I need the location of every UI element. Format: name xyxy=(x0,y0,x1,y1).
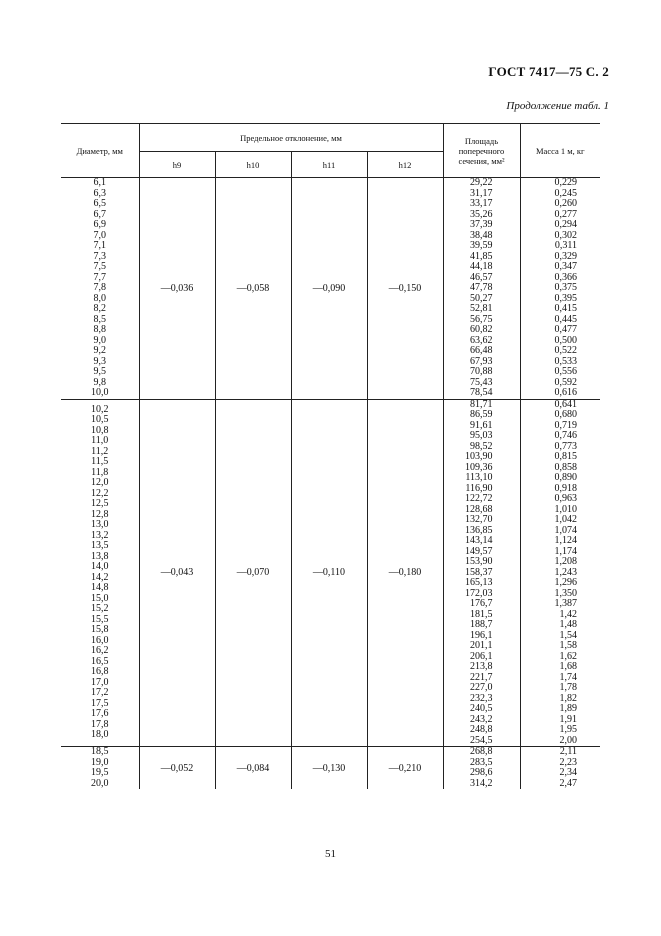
mass-value: 1,54 xyxy=(559,629,577,641)
diameter-value: 11,8 xyxy=(91,466,109,478)
mass-value: 0,746 xyxy=(554,430,577,441)
area-value: 37,39 xyxy=(470,219,493,230)
document-header-title: ГОСТ 7417—75 С. 2 xyxy=(488,64,609,79)
mass-value: 0,500 xyxy=(554,334,577,346)
mass-value: 0,556 xyxy=(554,366,577,377)
area-value: 109,36 xyxy=(465,461,493,473)
area-value: 201,1 xyxy=(470,640,493,651)
mass-value: 0,294 xyxy=(554,219,577,230)
diameter-value: 6,5 xyxy=(93,198,106,209)
deviation-h11-cell: —0,090 xyxy=(291,178,367,400)
area-value: 116,90 xyxy=(465,482,493,494)
mass-value: 1,074 xyxy=(554,524,577,536)
mass-value: 1,58 xyxy=(559,640,577,651)
mass-cell xyxy=(520,399,600,747)
area-value: 176,7 xyxy=(470,598,493,609)
area-value: 165,13 xyxy=(465,577,493,588)
diameter-value: 9,3 xyxy=(93,355,106,367)
mass-value: 0,773 xyxy=(554,440,577,452)
diameter-value: 12,5 xyxy=(91,498,109,510)
column-header-area xyxy=(443,124,520,178)
diameter-value: 6,7 xyxy=(93,208,106,220)
diameter-value: 8,8 xyxy=(93,324,106,335)
area-value: 56,75 xyxy=(470,313,493,325)
area-value: 81,71 xyxy=(470,398,493,410)
area-value: 33,17 xyxy=(470,198,493,209)
area-value: 243,2 xyxy=(470,713,493,725)
mass-value: 1,42 xyxy=(559,608,577,620)
mass-value: 1,010 xyxy=(554,503,577,515)
mass-value: 1,78 xyxy=(559,682,577,693)
diameter-value: 19,0 xyxy=(91,756,109,768)
mass-value: 1,62 xyxy=(559,650,577,662)
deviation-h9-cell: —0,036 xyxy=(139,178,215,400)
area-value: 314,2 xyxy=(470,777,493,789)
column-header-mass: Масса 1 м, кг xyxy=(520,124,600,178)
mass-value: 1,95 xyxy=(559,724,577,735)
diameter-value: 15,5 xyxy=(91,613,109,625)
mass-value: 0,963 xyxy=(554,493,577,504)
mass-value: 0,347 xyxy=(554,261,577,272)
diameter-value: 16,2 xyxy=(91,645,109,657)
column-header-h12: h12 xyxy=(367,152,443,178)
mass-value: 1,82 xyxy=(559,692,577,704)
diameter-value: 14,2 xyxy=(91,571,109,583)
area-value: 283,5 xyxy=(470,756,493,768)
mass-value: 0,477 xyxy=(554,324,577,335)
diameter-value: 12,8 xyxy=(91,508,109,520)
mass-cell xyxy=(520,747,600,790)
diameter-value: 17,5 xyxy=(91,697,109,709)
area-value: 78,54 xyxy=(470,387,493,398)
mass-value: 2,34 xyxy=(559,767,577,778)
area-value: 248,8 xyxy=(470,724,493,735)
deviation-h9-cell: —0,052 xyxy=(139,747,215,790)
mass-value: 0,918 xyxy=(554,482,577,494)
area-value: 181,5 xyxy=(470,608,493,620)
mass-value: 2,11 xyxy=(559,746,577,757)
table-body xyxy=(61,178,600,790)
area-value: 98,52 xyxy=(470,440,493,452)
mass-value: 1,48 xyxy=(559,619,577,630)
mass-value: 2,23 xyxy=(559,756,577,768)
area-value: 50,27 xyxy=(470,292,493,304)
area-value: 268,8 xyxy=(470,746,493,757)
diameter-value: 19,5 xyxy=(91,767,109,778)
mass-value: 1,296 xyxy=(554,577,577,588)
diameter-value: 16,0 xyxy=(91,634,109,646)
diameter-value: 13,8 xyxy=(91,550,109,562)
mass-value: 0,395 xyxy=(554,292,577,304)
area-value: 35,26 xyxy=(470,208,493,220)
mass-value: 0,592 xyxy=(554,376,577,388)
deviation-h11-cell: —0,110 xyxy=(291,399,367,747)
area-value: 46,57 xyxy=(470,271,493,283)
deviation-h11-cell: —0,130 xyxy=(291,747,367,790)
mass-value: 0,311 xyxy=(554,240,577,251)
mass-value: 1,174 xyxy=(554,545,577,557)
mass-value: 0,445 xyxy=(554,313,577,325)
area-value: 132,70 xyxy=(465,514,493,525)
area-value: 38,48 xyxy=(470,229,493,241)
area-value: 47,78 xyxy=(470,282,493,293)
area-cell xyxy=(443,178,520,400)
mass-value: 1,208 xyxy=(554,556,577,567)
deviation-h9-cell: —0,043 xyxy=(139,399,215,747)
area-value: 39,59 xyxy=(470,240,493,251)
diameter-value: 6,1 xyxy=(93,177,106,188)
mass-value: 0,680 xyxy=(554,409,577,420)
area-value: 29,22 xyxy=(470,177,493,188)
area-value: 31,17 xyxy=(470,187,493,199)
mass-value: 0,616 xyxy=(554,387,577,398)
area-value: 52,81 xyxy=(470,303,493,314)
diameter-value: 18,0 xyxy=(91,729,109,741)
mass-value: 1,243 xyxy=(554,566,577,578)
diameter-value: 7,0 xyxy=(93,229,106,241)
mass-value: 0,719 xyxy=(554,419,577,431)
area-value: 63,62 xyxy=(470,334,493,346)
diameter-value: 17,0 xyxy=(91,676,109,688)
diameter-value: 14,8 xyxy=(91,582,109,594)
mass-value: 1,68 xyxy=(559,661,577,672)
area-value: 44,18 xyxy=(470,261,493,272)
area-value: 103,90 xyxy=(465,451,493,462)
mass-value: 0,522 xyxy=(554,345,577,356)
area-value: 113,10 xyxy=(465,472,493,483)
diameter-value: 6,9 xyxy=(93,219,106,230)
diameter-value: 16,8 xyxy=(91,666,109,678)
area-value: 41,85 xyxy=(470,250,493,262)
diameter-value: 10,8 xyxy=(91,424,109,436)
mass-value: 0,260 xyxy=(554,198,577,209)
mass-value: 1,042 xyxy=(554,514,577,525)
diameter-value: 17,2 xyxy=(91,687,109,699)
diameter-value: 9,0 xyxy=(93,334,106,346)
mass-value: 1,74 xyxy=(559,671,577,683)
column-header-h11: h11 xyxy=(291,152,367,178)
area-value: 254,5 xyxy=(470,734,493,746)
area-value: 213,8 xyxy=(470,661,493,672)
area-value: 86,59 xyxy=(470,409,493,420)
area-cell xyxy=(443,399,520,747)
area-value: 240,5 xyxy=(470,703,493,714)
area-value: 153,90 xyxy=(465,556,493,567)
diameter-value: 12,0 xyxy=(91,477,109,489)
area-value: 67,93 xyxy=(470,355,493,367)
diameter-value: 20,0 xyxy=(91,777,109,789)
deviation-h10-cell: —0,084 xyxy=(215,747,291,790)
mass-value: 0,302 xyxy=(554,229,577,241)
area-value: 172,03 xyxy=(465,587,493,599)
deviation-h10-cell: —0,058 xyxy=(215,178,291,400)
mass-value: 1,89 xyxy=(559,703,577,714)
diameter-value: 10,2 xyxy=(91,403,109,415)
table-row-group xyxy=(61,178,600,400)
mass-value: 0,329 xyxy=(554,250,577,262)
diameter-value: 15,0 xyxy=(91,592,109,604)
diameter-value: 7,1 xyxy=(93,240,106,251)
area-value: 188,7 xyxy=(470,619,493,630)
mass-value: 0,890 xyxy=(554,472,577,483)
diameter-value: 12,2 xyxy=(91,487,109,499)
area-value: 158,37 xyxy=(465,566,493,578)
area-value: 75,43 xyxy=(470,376,493,388)
data-table xyxy=(61,123,600,789)
column-header-diameter: Диаметр, мм xyxy=(61,124,139,178)
deviation-h12-cell: —0,150 xyxy=(367,178,443,400)
diameter-value: 18,5 xyxy=(91,746,109,757)
diameter-value: 15,8 xyxy=(91,624,109,636)
diameter-value: 8,5 xyxy=(93,313,106,325)
area-cell xyxy=(443,747,520,790)
diameter-value: 7,8 xyxy=(93,282,106,293)
diameter-value: 9,8 xyxy=(93,376,106,388)
column-header-deviation: Предельное отклонение, мм xyxy=(139,124,443,152)
diameter-value: 7,7 xyxy=(93,271,106,283)
diameter-value: 17,8 xyxy=(91,718,109,730)
area-value: 298,6 xyxy=(470,767,493,778)
table-row-group xyxy=(61,399,600,747)
mass-value: 0,277 xyxy=(554,208,577,220)
diameter-value: 10,5 xyxy=(91,414,109,426)
mass-value: 0,815 xyxy=(554,451,577,462)
mass-value: 0,641 xyxy=(554,398,577,410)
diameter-value: 7,5 xyxy=(93,261,106,272)
mass-value: 0,533 xyxy=(554,355,577,367)
column-header-h9: h9 xyxy=(139,152,215,178)
diameter-value: 7,3 xyxy=(93,250,106,262)
area-value: 122,72 xyxy=(465,493,493,504)
area-value: 136,85 xyxy=(465,524,493,536)
diameter-value: 8,0 xyxy=(93,292,106,304)
mass-value: 1,91 xyxy=(559,713,577,725)
area-value: 70,88 xyxy=(470,366,493,377)
diameter-value: 11,2 xyxy=(91,445,109,457)
mass-value: 2,47 xyxy=(559,777,577,789)
area-value: 143,14 xyxy=(465,535,493,546)
deviation-h12-cell: —0,180 xyxy=(367,399,443,747)
diameter-value: 15,2 xyxy=(91,603,109,615)
diameter-value: 16,5 xyxy=(91,655,109,667)
diameter-value: 11,5 xyxy=(91,456,109,468)
mass-cell xyxy=(520,178,600,400)
area-value: 128,68 xyxy=(465,503,493,515)
mass-value: 2,00 xyxy=(559,734,577,746)
deviation-h12-cell: —0,210 xyxy=(367,747,443,790)
mass-value: 1,124 xyxy=(554,535,577,546)
diameter-value: 8,2 xyxy=(93,303,106,314)
area-value: 95,03 xyxy=(470,430,493,441)
area-value: 206,1 xyxy=(470,650,493,662)
deviation-h10-cell: —0,070 xyxy=(215,399,291,747)
table-row-group xyxy=(61,747,600,790)
diameter-value: 14,0 xyxy=(91,561,109,573)
mass-value: 0,366 xyxy=(554,271,577,283)
area-value: 221,7 xyxy=(470,671,493,683)
diameter-value: 11,0 xyxy=(91,435,109,447)
area-value: 60,82 xyxy=(470,324,493,335)
area-value: 91,61 xyxy=(470,419,493,431)
diameter-cell xyxy=(61,747,139,790)
mass-value: 0,245 xyxy=(554,187,577,199)
area-value: 66,48 xyxy=(470,345,493,356)
column-header-area-label: Площадь поперечного сечения, мм² xyxy=(458,135,505,166)
diameter-value: 6,3 xyxy=(93,187,106,199)
mass-value: 0,229 xyxy=(554,177,577,188)
table-continuation-note: Продолжение табл. 1 xyxy=(506,100,609,112)
diameter-value: 9,2 xyxy=(93,345,106,356)
mass-value: 1,350 xyxy=(554,587,577,599)
diameter-value: 17,6 xyxy=(91,708,109,720)
mass-value: 1,387 xyxy=(554,598,577,609)
diameter-value: 9,5 xyxy=(93,366,106,377)
area-value: 196,1 xyxy=(470,629,493,641)
column-header-h10: h10 xyxy=(215,152,291,178)
diameter-value: 13,5 xyxy=(91,540,109,552)
mass-value: 0,375 xyxy=(554,282,577,293)
page-number: 51 xyxy=(325,848,336,860)
diameter-value: 13,0 xyxy=(91,519,109,531)
area-value: 232,3 xyxy=(470,692,493,704)
area-value: 149,57 xyxy=(465,545,493,557)
diameter-value: 13,2 xyxy=(91,529,109,541)
mass-value: 0,415 xyxy=(554,303,577,314)
diameter-cell xyxy=(61,399,139,747)
diameter-value: 10,0 xyxy=(91,387,109,398)
diameter-cell xyxy=(61,178,139,400)
mass-value: 0,858 xyxy=(554,461,577,473)
area-value: 227,0 xyxy=(470,682,493,693)
